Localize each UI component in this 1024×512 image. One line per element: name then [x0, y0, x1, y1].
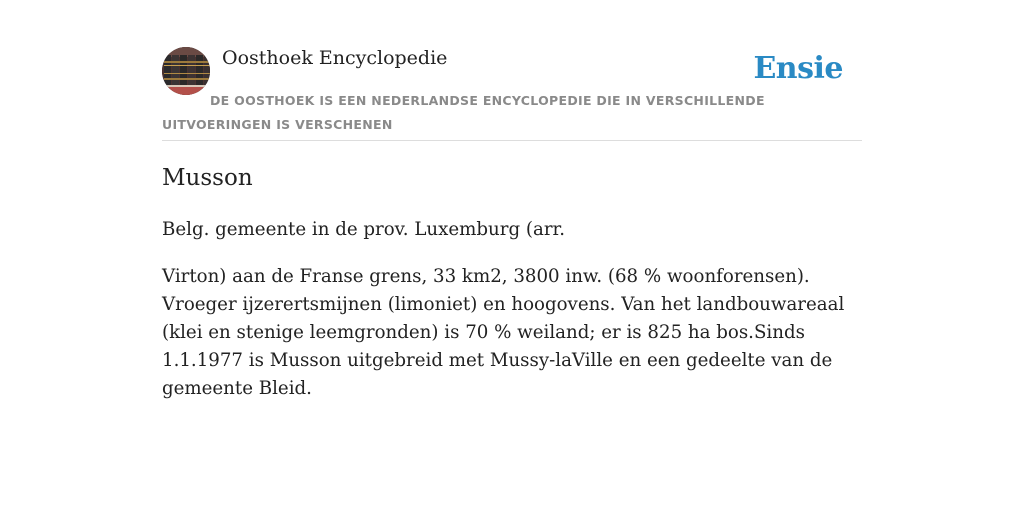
encyclopedia-books-icon — [162, 47, 210, 95]
source-avatar[interactable] — [162, 47, 210, 95]
ensie-logo[interactable]: Ensie — [753, 51, 843, 86]
entry-paragraph: Virton) aan de Franse grens, 33 km2, 3800 inw. (68 % woonforensen). Vroeger ijzerertsmijnen (limoniet) en hoogovens. Van het landbouwareaal (klei en stenige leemgronden) is 70 % weiland; er is 825 ha bos.Sinds 1.1.1977 is Musson uitgebreid met Mussy-laVille en een gedeelte van de gemeente Bleid. — [162, 266, 845, 399]
entry-article — [162, 162, 866, 403]
entry-title: Musson — [162, 165, 253, 191]
entry-paragraph: Belg. gemeente in de prov. Luxemburg (arr. — [162, 219, 565, 240]
source-header — [162, 46, 862, 141]
source-tagline: DE OOSTHOEK IS EEN NEDERLANDSE ENCYCLOPEDIE DIE IN VERSCHILLENDE UITVOERINGEN IS VERSCHENEN — [162, 93, 765, 132]
source-title-link[interactable]: Oosthoek Encyclopedie — [222, 47, 448, 69]
